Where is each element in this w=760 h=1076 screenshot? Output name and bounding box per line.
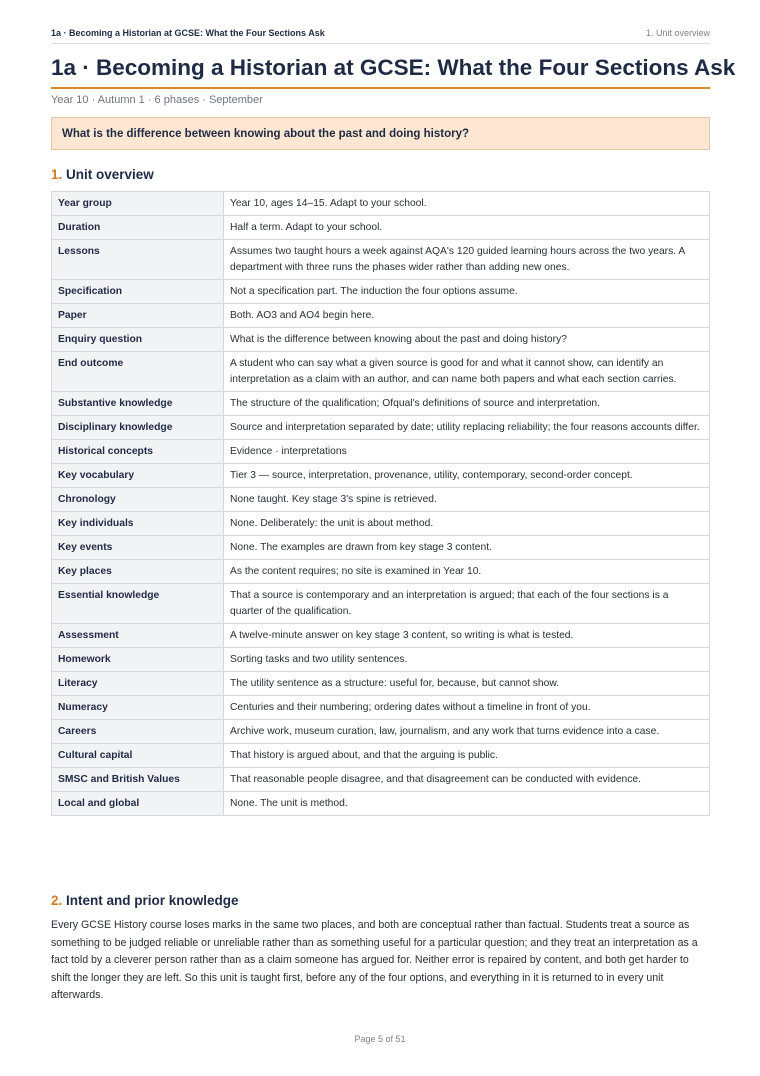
row-value: Sorting tasks and two utility sentences. [224,648,710,672]
row-label: End outcome [52,352,224,392]
row-label: Key vocabulary [52,464,224,488]
row-label: Disciplinary knowledge [52,416,224,440]
row-value: None taught. Key stage 3's spine is retrieved. [224,488,710,512]
running-header [51,28,710,44]
table-row [52,744,710,768]
table-row [52,536,710,560]
row-label: Year group [52,192,224,216]
table-row [52,512,710,536]
section-title: Unit overview [66,167,154,182]
table-row [52,696,710,720]
row-label: Literacy [52,672,224,696]
table-row [52,720,710,744]
row-label: Homework [52,648,224,672]
section-heading-intent [51,893,239,908]
running-header-section: 1. Unit overview [645,28,710,38]
table-row [52,560,710,584]
row-value: That reasonable people disagree, and that disagreement can be conducted with evidence. [224,768,710,792]
row-value: None. Deliberately: the unit is about method. [224,512,710,536]
enquiry-question-text: What is the difference between knowing about the past and doing history? [62,127,469,140]
row-label: Chronology [52,488,224,512]
page-title: 1a · Becoming a Historian at GCSE: What the Four Sections Ask [51,51,710,89]
table-row [52,792,710,816]
enquiry-question-box [51,117,710,150]
table-row [52,440,710,464]
row-label: Paper [52,304,224,328]
row-value: Both. AO3 and AO4 begin here. [224,304,710,328]
table-row [52,416,710,440]
row-value: That a source is contemporary and an interpretation is argued; that each of the four sections is a quarter of the qualification. [224,584,710,624]
row-label: Cultural capital [52,744,224,768]
section-number: 1. [51,167,63,182]
row-value: The utility sentence as a structure: useful for, because, but cannot show. [224,672,710,696]
table-row [52,352,710,392]
page-subtitle: Year 10 · Autumn 1 · 6 phases · September [51,94,263,106]
row-label: Key places [52,560,224,584]
row-value: The structure of the qualification; Ofqual's definitions of source and interpretation. [224,392,710,416]
row-label: Duration [52,216,224,240]
table-row [52,328,710,352]
section-title: Intent and prior knowledge [66,893,239,908]
section-heading-unit-overview [51,167,154,182]
table-row [52,488,710,512]
table-row [52,392,710,416]
row-label: Substantive knowledge [52,392,224,416]
row-value: A twelve-minute answer on key stage 3 content, so writing is what is tested. [224,624,710,648]
page-number: Page 5 of 51 [354,1034,406,1044]
intent-paragraph: Every GCSE History course loses marks in the same two places, and both are conceptual rather than factual. Students treat a source as something to be judged reliable or unreliable rather than as something useful for a particular question; and they treat an interpretation as a fact told by a cleverer person rather than as a claim someone has argued for. Neither error is repaired by content, and both get harder to shift the longer they are left. So this unit is taught first, before any of the four options, and everything in it is returned to in every unit afterwards. [51,919,698,1002]
row-label: Assessment [52,624,224,648]
row-label: Historical concepts [52,440,224,464]
row-value: None. The unit is method. [224,792,710,816]
row-value: Source and interpretation separated by date; utility replacing reliability; the four reasons accounts differ. [224,416,710,440]
row-label: Numeracy [52,696,224,720]
row-label: Specification [52,280,224,304]
row-value: What is the difference between knowing about the past and doing history? [224,328,710,352]
row-value: Year 10, ages 14–15. Adapt to your school. [224,192,710,216]
table-row [52,464,710,488]
row-value: Assumes two taught hours a week against AQA's 120 guided learning hours across the two years. A department with three runs the phases wider rather than adding new ones. [224,240,710,280]
row-value: Centuries and their numbering; ordering dates without a timeline in front of you. [224,696,710,720]
row-value: Not a specification part. The induction the four options assume. [224,280,710,304]
table-row [52,648,710,672]
table-row [52,192,710,216]
row-label: Lessons [52,240,224,280]
table-row [52,624,710,648]
row-value: Evidence · interpretations [224,440,710,464]
row-label: Enquiry question [52,328,224,352]
row-value: Tier 3 — source, interpretation, provenance, utility, contemporary, second-order concept. [224,464,710,488]
row-value: A student who can say what a given source is good for and what it cannot show, can identify an interpretation as a claim with an author, and can name both papers and what each section carries. [224,352,710,392]
row-value: Half a term. Adapt to your school. [224,216,710,240]
table-row [52,216,710,240]
row-label: Careers [52,720,224,744]
table-row [52,768,710,792]
table-row [52,240,710,280]
unit-overview-table-body [52,192,710,816]
table-row [52,672,710,696]
row-label: SMSC and British Values [52,768,224,792]
row-label: Local and global [52,792,224,816]
unit-overview-table [51,191,710,816]
table-row [52,584,710,624]
row-value: Archive work, museum curation, law, journalism, and any work that turns evidence into a case. [224,720,710,744]
row-value: That history is argued about, and that the arguing is public. [224,744,710,768]
row-label: Essential knowledge [52,584,224,624]
row-value: None. The examples are drawn from key stage 3 content. [224,536,710,560]
table-row [52,304,710,328]
row-value: As the content requires; no site is examined in Year 10. [224,560,710,584]
table-row [52,280,710,304]
row-label: Key events [52,536,224,560]
row-label: Key individuals [52,512,224,536]
running-header-title: 1a · Becoming a Historian at GCSE: What the Four Sections Ask [51,28,325,38]
section-number: 2. [51,893,63,908]
